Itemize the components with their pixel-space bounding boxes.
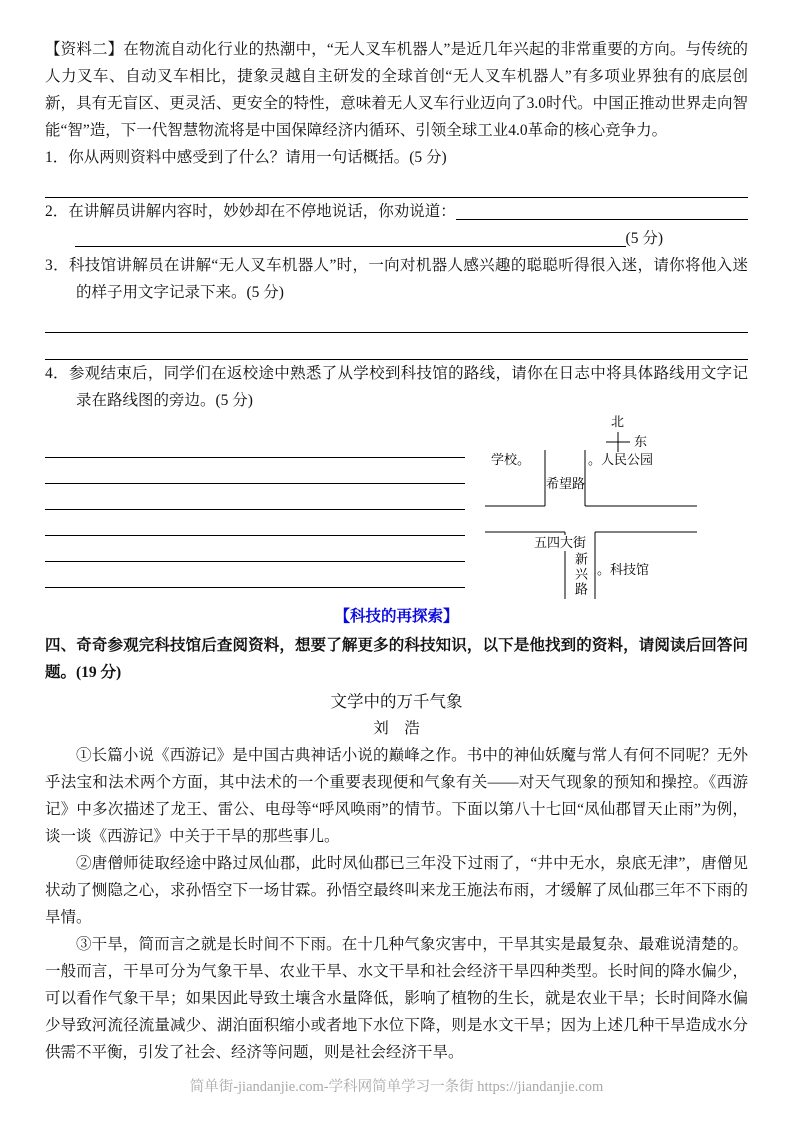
section-4-heading: 四、奇奇参观完科技馆后查阅资料，想要了解更多的科技知识，以下是他找到的资料，请阅读后回答问题。(19 分)	[45, 637, 748, 681]
answer-blank-q3-1	[45, 306, 748, 333]
answer-blank-q4-1	[45, 432, 465, 458]
map-label-xinxing-road: 新兴路	[573, 552, 588, 597]
answer-blank-q4-2	[45, 458, 465, 484]
map-label-north: 北	[611, 414, 625, 429]
map-label-hope-road: 希望路	[546, 476, 586, 491]
question-2-answer-row	[45, 225, 748, 252]
answer-blank-q4-3	[45, 484, 465, 510]
answer-blank-column	[45, 416, 465, 600]
answer-blank-q3-2	[45, 333, 748, 360]
map-label-science-museum: 。科技馆	[597, 562, 650, 577]
map-label-east: 东	[634, 434, 648, 449]
question-2-text: 2．在讲解员讲解内容时，妙妙却在不停地说话，你劝说道：	[45, 203, 456, 220]
map-label-school: 学校。	[491, 452, 531, 467]
map-label-wusi-street: 五四大街	[534, 535, 587, 550]
section-banner: 【科技的再探索】	[334, 608, 459, 625]
wusi-street-lines	[485, 506, 697, 532]
question-1-text: 1．你从两则资料中感受到了什么？请用一句话概括。(5 分)	[45, 149, 447, 166]
passage-paragraph-3: ③干旱，简而言之就是长时间不下雨。在十几种气象灾害中，干旱其实是最复杂、最难说清楚的。一般而言，干旱可分为气象干旱、农业干旱、水文干旱和社会经济干旱四种类型。长时间的降水偏少，可以看作气象干旱；如果因此导致土壤含水量降低，影响了植物的生长，就是农业干旱；长时间降水偏少导致河流径流量减少、湖泊面积缩小或者地下水位下降，则是水文干旱；因为上述几种干旱造成水分供需不平衡，引发了社会、经济等问题，则是社会经济干旱。	[45, 936, 748, 1061]
answer-blank-q4-4	[45, 510, 465, 536]
passage-title: 文学中的万千气象	[330, 692, 463, 711]
answer-blank-q2-line1	[456, 219, 748, 220]
route-map	[485, 416, 720, 600]
passage-author: 刘 浩	[373, 720, 420, 737]
answer-blank-q4-5	[45, 536, 465, 562]
question-4-text: 4．参观结束后，同学们在返校途中熟悉了从学校到科技馆的路线，请你在日志中将具体路线用文字记录在路线图的旁边。(5 分)	[45, 365, 748, 409]
question-2-score: (5 分)	[625, 230, 663, 247]
compass-cross	[606, 432, 630, 452]
answer-blank-q2-line2	[75, 246, 626, 247]
passage-paragraph-1: ①长篇小说《西游记》是中国古典神话小说的巅峰之作。书中的神仙妖魔与常人有何不同呢？无外乎法宝和法术两个方面，其中法术的一个重要表现便和气象有关——对天气现象的预知和操控。《西游记》中多次描述了龙王、雷公、电母等“呼风唤雨”的情节。下面以第八十七回“凤仙郡冒天止雨”为例，谈一谈《西游记》中关于干旱的那些事儿。	[45, 747, 748, 845]
answer-blank-q1	[45, 171, 748, 198]
question-3-text: 3．科技馆讲解员在讲解“无人叉车机器人”时，一向对机器人感兴趣的聪聪听得很入迷，请你将他入迷的样子用文字记录下来。(5 分)	[45, 257, 748, 301]
question-4-answer-area	[45, 416, 748, 600]
passage-paragraph-2: ②唐僧师徒取经途中路过凤仙郡，此时凤仙郡已三年没下过雨了，“井中无水，泉底无津”，唐僧见状动了恻隐之心，求孙悟空下一场甘霖。孙悟空最终叫来龙王施法布雨，才缓解了凤仙郡三年不下雨的旱情。	[45, 855, 748, 926]
question-2-row	[45, 198, 748, 225]
footer-watermark: 简单街-jiandanjie.com-学科网简单学习一条街 https://jiandanjie.com	[189, 1079, 604, 1095]
material-2-paragraph: 【资料二】在物流自动化行业的热潮中，“无人叉车机器人”是近几年兴起的非常重要的方向。与传统的人力叉车、自动叉车相比，捷象灵越自主研发的全球首创“无人叉车机器人”有多项业界独有的底层创新，具有无盲区、更灵活、更安全的特性，意味着无人叉车行业迈向了3.0时代。中国正推动世界走向智能“智”造，下一代智慧物流将是中国保障经济内循环、引领全球工业4.0革命的核心竞争力。	[45, 41, 748, 139]
answer-blank-q4-6	[45, 562, 465, 588]
map-label-peoples-park: 。人民公园	[588, 452, 654, 467]
